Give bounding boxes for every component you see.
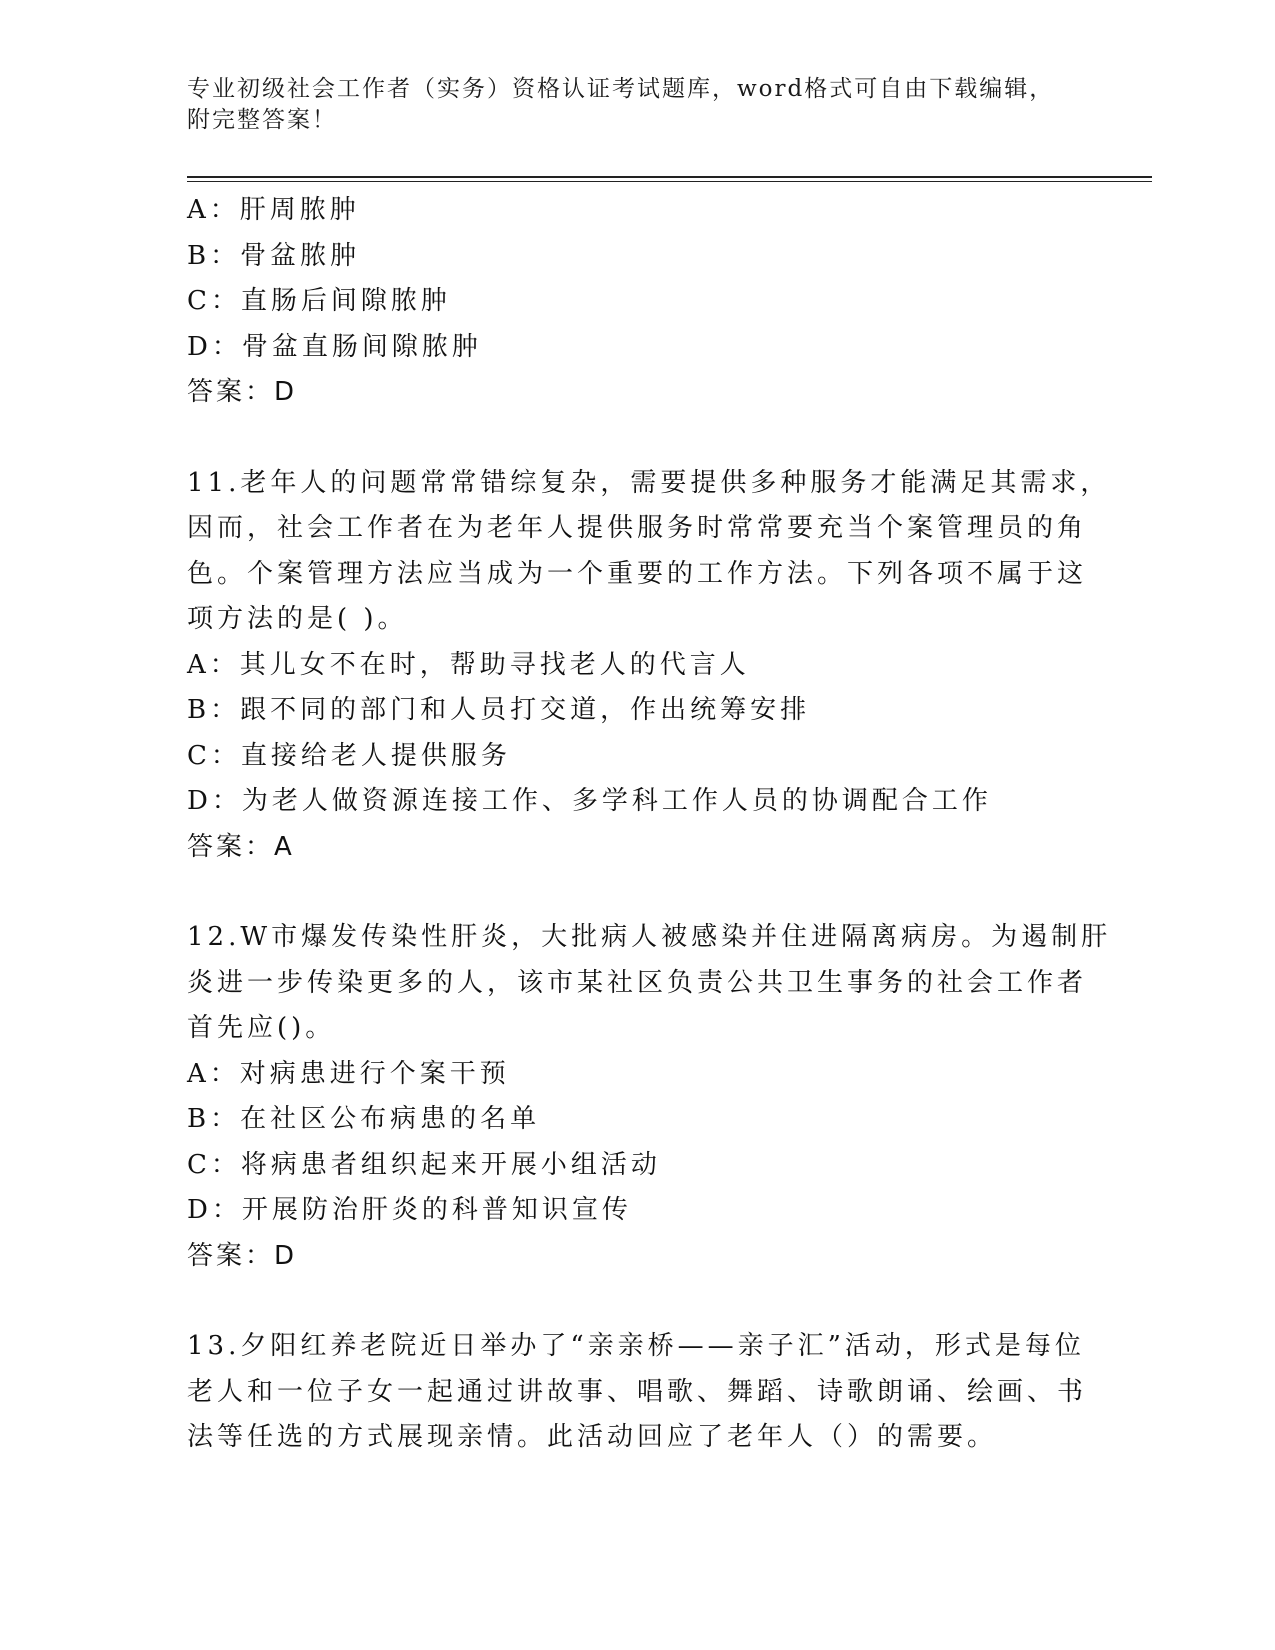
question-stem-line: 11.老年人的问题常常错综复杂，需要提供多种服务才能满足其需求，: [187, 467, 1111, 498]
option-b: B：跟不同的部门和人员打交道，作出统筹安排: [187, 695, 811, 725]
header-divider-thin: [187, 181, 1152, 182]
answer: 答案：D: [187, 377, 298, 407]
question-10: [187, 188, 1087, 416]
page-header: 专业初级社会工作者（实务）资格认证考试题库，word格式可自由下载编辑，附完整答案！: [187, 76, 1055, 133]
question-stem-line: 13.夕阳红养老院近日举办了“亲亲桥——亲子汇”活动，形式是每位: [187, 1331, 1085, 1361]
question-stem-line: 因而，社会工作者在为老年人提供服务时常常要充当个案管理员的角: [187, 513, 1088, 543]
option-c: C：直肠后间隙脓肿: [187, 286, 451, 316]
header-divider-thick: [187, 176, 1152, 178]
question-stem-line: 色。个案管理方法应当成为一个重要的工作方法。下列各项不属于这: [187, 558, 1088, 589]
question-11: [187, 461, 1111, 871]
answer: 答案：D: [187, 1240, 298, 1271]
question-stem-line: 首先应()。: [187, 1013, 336, 1043]
option-a: A：其儿女不在时，帮助寻找老人的代言人: [187, 649, 750, 680]
question-list: [187, 188, 1112, 1461]
question-stem-line: 项方法的是( )。: [187, 604, 408, 634]
spacer: [187, 870, 1087, 915]
question-stem-line: 法等任选的方式展现亲情。此活动回应了老年人（）的需要。: [187, 1422, 998, 1452]
question-12: [187, 915, 1112, 1279]
question-stem-line: 老人和一位子女一起通过讲故事、唱歌、舞蹈、诗歌朗诵、绘画、书: [187, 1376, 1088, 1407]
option-d: D：为老人做资源连接工作、多学科工作人员的协调配合工作: [187, 786, 992, 816]
question-stem-line: 炎进一步传染更多的人，该市某社区负责公共卫生事务的社会工作者: [187, 967, 1088, 998]
option-a: A：肝周脓肿: [187, 195, 360, 225]
option-a: A：对病患进行个案干预: [187, 1058, 510, 1089]
answer: 答案：A: [187, 831, 295, 862]
option-b: B：在社区公布病患的名单: [187, 1104, 541, 1134]
question-stem-line: 12.W市爆发传染性肝炎，大批病人被感染并住进隔离病房。为遏制肝: [187, 922, 1112, 952]
option-d: D：开展防治肝炎的科普知识宣传: [187, 1195, 632, 1225]
option-c: C：将病患者组织起来开展小组活动: [187, 1149, 661, 1180]
spacer: [187, 416, 1087, 461]
question-13: [187, 1324, 1087, 1461]
option-b: B：骨盆脓肿: [187, 240, 361, 271]
option-d: D：骨盆直肠间隙脓肿: [187, 331, 482, 362]
option-c: C：直接给老人提供服务: [187, 740, 511, 771]
spacer: [187, 1279, 1087, 1324]
